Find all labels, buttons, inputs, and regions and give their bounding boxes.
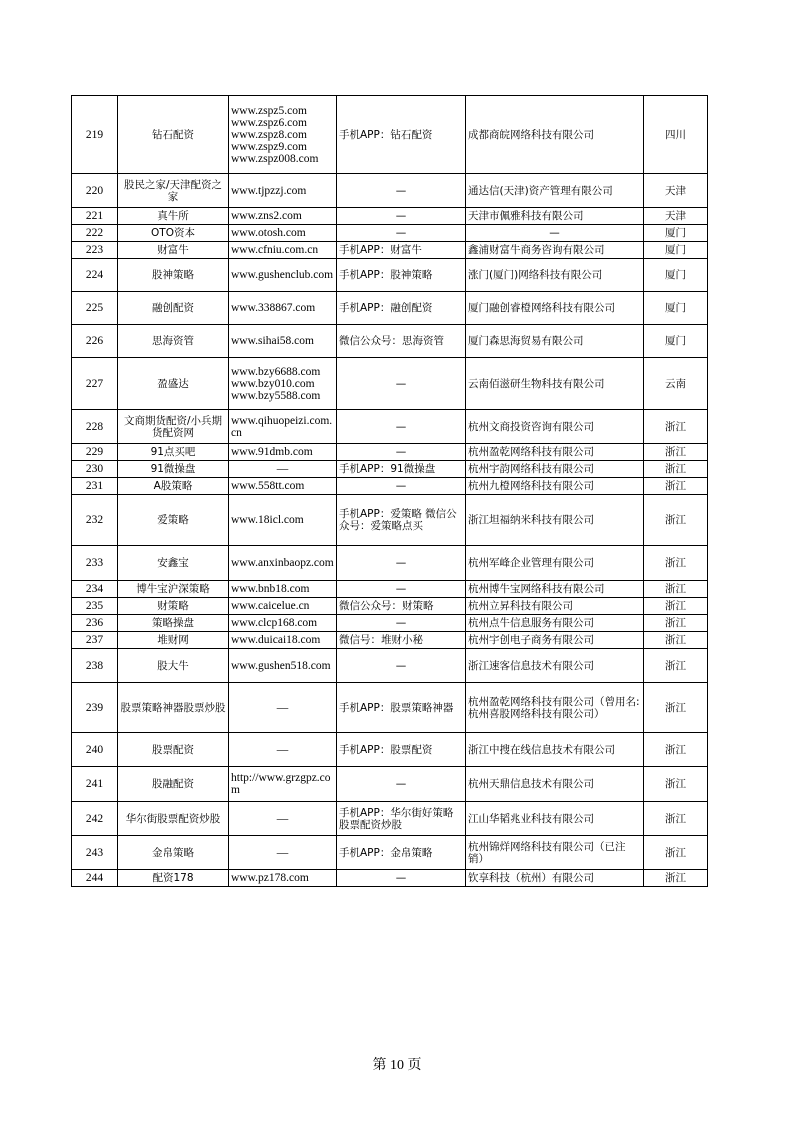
app-channel-cell: 微信号：堆财小秘 <box>337 632 466 649</box>
row-number-cell: 221 <box>72 208 118 225</box>
company-cell: 成都商皖网络科技有限公司 <box>466 96 644 174</box>
app-channel-cell: — <box>337 649 466 683</box>
website-cell <box>229 802 337 836</box>
app-channel-cell: 手机APP：钻石配资 <box>337 96 466 174</box>
website-cell <box>229 683 337 733</box>
province-cell: 浙江 <box>644 444 708 461</box>
platform-name-cell: 91微操盘 <box>118 461 229 478</box>
table-body <box>72 96 708 887</box>
row-number-cell: 242 <box>72 802 118 836</box>
website-url: — <box>276 463 289 475</box>
table-row <box>72 683 708 733</box>
row-number-cell: 244 <box>72 870 118 887</box>
website-url: www.otosh.com <box>231 227 306 239</box>
platform-table <box>71 95 708 887</box>
company-cell: — <box>466 225 644 242</box>
website-url: www.sihai58.com <box>231 335 314 347</box>
platform-name-cell: 策略操盘 <box>118 615 229 632</box>
table-row <box>72 836 708 870</box>
app-channel-cell: 手机APP：财富牛 <box>337 242 466 259</box>
app-channel-cell: — <box>337 174 466 208</box>
website-url: www.zspz6.com <box>231 116 307 129</box>
province-cell: 浙江 <box>644 649 708 683</box>
company-cell: 杭州军峰企业管理有限公司 <box>466 546 644 581</box>
row-number-cell: 227 <box>72 358 118 410</box>
company-cell: 杭州宇创电子商务有限公司 <box>466 632 644 649</box>
app-channel-cell: — <box>337 444 466 461</box>
website-cell <box>229 767 337 802</box>
company-cell: 浙江坦福纳米科技有限公司 <box>466 495 644 546</box>
website-url: — <box>276 846 289 859</box>
app-channel-cell: — <box>337 546 466 581</box>
company-cell: 江山华韬兆业科技有限公司 <box>466 802 644 836</box>
website-url: www.gushenclub.com <box>231 269 334 281</box>
website-url: — <box>276 743 289 756</box>
province-cell: 浙江 <box>644 546 708 581</box>
website-url: www.clcp168.com <box>231 617 318 629</box>
province-cell: 浙江 <box>644 461 708 478</box>
province-cell: 浙江 <box>644 802 708 836</box>
website-cell <box>229 581 337 598</box>
province-cell: 厦门 <box>644 259 708 292</box>
row-number-cell: 243 <box>72 836 118 870</box>
row-number-cell: 240 <box>72 733 118 767</box>
table-row <box>72 461 708 478</box>
company-cell: 杭州点牛信息服务有限公司 <box>466 615 644 632</box>
platform-name-cell: 股票配资 <box>118 733 229 767</box>
row-number-cell: 233 <box>72 546 118 581</box>
platform-name-cell: 财策略 <box>118 598 229 615</box>
province-cell: 云南 <box>644 358 708 410</box>
row-number-cell: 234 <box>72 581 118 598</box>
company-cell: 云南佰滋研生物科技有限公司 <box>466 358 644 410</box>
app-channel-cell: 手机APP：股神策略 <box>337 259 466 292</box>
company-cell: 杭州宇韵网络科技有限公司 <box>466 461 644 478</box>
province-cell: 厦门 <box>644 292 708 325</box>
page-number: 第 10 页 <box>372 1058 422 1073</box>
website-cell <box>229 444 337 461</box>
platform-name-cell: 盈盛达 <box>118 358 229 410</box>
row-number-cell: 237 <box>72 632 118 649</box>
website-cell <box>229 632 337 649</box>
website-url: www.tjpzzj.com <box>231 184 307 197</box>
website-url: www.91dmb.com <box>231 446 313 458</box>
company-cell: 杭州九橙网络科技有限公司 <box>466 478 644 495</box>
company-cell: 涨门(厦门)网络科技有限公司 <box>466 259 644 292</box>
app-channel-cell: 手机APP：华尔街好策略股票配资炒股 <box>337 802 466 836</box>
platform-name-cell: 思海资管 <box>118 325 229 358</box>
province-cell: 浙江 <box>644 615 708 632</box>
app-channel-cell: — <box>337 870 466 887</box>
company-cell: 杭州盈乾网络科技有限公司 <box>466 444 644 461</box>
website-cell <box>229 836 337 870</box>
table-row <box>72 444 708 461</box>
website-cell <box>229 410 337 444</box>
platform-name-cell: 爱策略 <box>118 495 229 546</box>
platform-name-cell: 真牛所 <box>118 208 229 225</box>
website-cell <box>229 358 337 410</box>
website-cell <box>229 546 337 581</box>
company-cell: 厦门融创睿橙网络科技有限公司 <box>466 292 644 325</box>
platform-name-cell: 钻石配资 <box>118 96 229 174</box>
province-cell: 四川 <box>644 96 708 174</box>
app-channel-cell: — <box>337 581 466 598</box>
row-number-cell: 229 <box>72 444 118 461</box>
province-cell: 浙江 <box>644 683 708 733</box>
website-url: www.zspz9.com <box>231 140 307 153</box>
app-channel-cell: 手机APP：爱策略 微信公众号：爱策略点买 <box>337 495 466 546</box>
platform-name-cell: 股大牛 <box>118 649 229 683</box>
table-row <box>72 649 708 683</box>
website-cell <box>229 615 337 632</box>
app-channel-cell: — <box>337 767 466 802</box>
app-channel-cell: — <box>337 410 466 444</box>
website-url: www.zspz8.com <box>231 128 307 141</box>
platform-name-cell: 股融配资 <box>118 767 229 802</box>
company-cell: 杭州盈乾网络科技有限公司（曾用名:杭州喜股网络科技有限公司） <box>466 683 644 733</box>
app-channel-cell: — <box>337 478 466 495</box>
province-cell: 天津 <box>644 174 708 208</box>
table-row <box>72 767 708 802</box>
province-cell: 浙江 <box>644 767 708 802</box>
table-row <box>72 632 708 649</box>
website-url: www.gushen518.com <box>231 659 331 672</box>
company-cell: 通达信(天津)资产管理有限公司 <box>466 174 644 208</box>
row-number-cell: 238 <box>72 649 118 683</box>
row-number-cell: 219 <box>72 96 118 174</box>
website-url: www.caicelue.cn <box>231 600 310 612</box>
website-url: www.zspz008.com <box>231 152 319 165</box>
app-channel-cell: — <box>337 208 466 225</box>
table-row <box>72 292 708 325</box>
website-cell <box>229 242 337 259</box>
platform-name-cell: 财富牛 <box>118 242 229 259</box>
website-cell <box>229 733 337 767</box>
company-cell: 天津市佩雅科技有限公司 <box>466 208 644 225</box>
platform-name-cell: 华尔街股票配资炒股 <box>118 802 229 836</box>
website-url: www.338867.com <box>231 302 316 314</box>
website-url: — <box>276 812 289 825</box>
table-row <box>72 242 708 259</box>
company-cell: 厦门森思海贸易有限公司 <box>466 325 644 358</box>
website-url: www.duicai18.com <box>231 634 321 646</box>
platform-name-cell: A股策略 <box>118 478 229 495</box>
app-channel-cell: — <box>337 358 466 410</box>
website-url: www.pz178.com <box>231 872 309 884</box>
website-cell <box>229 870 337 887</box>
province-cell: 浙江 <box>644 733 708 767</box>
website-url: www.558tt.com <box>231 480 305 492</box>
company-cell: 钦享科技（杭州）有限公司 <box>466 870 644 887</box>
table-row <box>72 615 708 632</box>
website-cell <box>229 478 337 495</box>
row-number-cell: 232 <box>72 495 118 546</box>
row-number-cell: 226 <box>72 325 118 358</box>
website-cell <box>229 495 337 546</box>
app-channel-cell: 手机APP：股票策略神器 <box>337 683 466 733</box>
website-url: www.anxinbaopz.com <box>231 557 334 569</box>
website-cell <box>229 208 337 225</box>
company-cell: 杭州立昇科技有限公司 <box>466 598 644 615</box>
website-url: www.zspz5.com <box>231 104 307 117</box>
website-cell <box>229 96 337 174</box>
row-number-cell: 241 <box>72 767 118 802</box>
app-channel-cell: 微信公众号：财策略 <box>337 598 466 615</box>
app-channel-cell: 手机APP：融创配资 <box>337 292 466 325</box>
row-number-cell: 228 <box>72 410 118 444</box>
app-channel-cell: — <box>337 225 466 242</box>
platform-name-cell: 股民之家/天津配资之家 <box>118 174 229 208</box>
website-cell <box>229 649 337 683</box>
table-row <box>72 802 708 836</box>
table-row <box>72 174 708 208</box>
website-url: http://www.grzgpz.com <box>231 772 331 796</box>
province-cell: 浙江 <box>644 581 708 598</box>
province-cell: 浙江 <box>644 598 708 615</box>
website-url: www.bzy010.com <box>231 377 315 390</box>
website-cell <box>229 292 337 325</box>
platform-name-cell: 股神策略 <box>118 259 229 292</box>
company-cell: 杭州文商投资咨询有限公司 <box>466 410 644 444</box>
company-cell: 鑫浦财富牛商务咨询有限公司 <box>466 242 644 259</box>
website-url: www.qihuopeizi.com.cn <box>231 414 333 439</box>
website-url: www.bzy6688.com <box>231 365 321 378</box>
platform-name-cell: 文商期货配资/小兵期货配资网 <box>118 410 229 444</box>
row-number-cell: 230 <box>72 461 118 478</box>
platform-name-cell: 堆财网 <box>118 632 229 649</box>
website-url: www.cfniu.com.cn <box>231 244 319 256</box>
company-cell: 杭州天鼎信息技术有限公司 <box>466 767 644 802</box>
platform-name-cell: 配资178 <box>118 870 229 887</box>
table-row <box>72 733 708 767</box>
table-row <box>72 410 708 444</box>
app-channel-cell: 手机APP：金帛策略 <box>337 836 466 870</box>
table-row <box>72 325 708 358</box>
table-row <box>72 208 708 225</box>
province-cell: 浙江 <box>644 410 708 444</box>
website-url: www.bzy5588.com <box>231 389 321 402</box>
company-cell: 浙江中搜在线信息技术有限公司 <box>466 733 644 767</box>
platform-name-cell: 金帛策略 <box>118 836 229 870</box>
platform-name-cell: 博牛宝沪深策略 <box>118 581 229 598</box>
platform-name-cell: 91点买吧 <box>118 444 229 461</box>
website-cell <box>229 174 337 208</box>
app-channel-cell: 手机APP：股票配资 <box>337 733 466 767</box>
platform-name-cell: 股票策略神器股票炒股 <box>118 683 229 733</box>
province-cell: 天津 <box>644 208 708 225</box>
province-cell: 浙江 <box>644 870 708 887</box>
row-number-cell: 231 <box>72 478 118 495</box>
table-row <box>72 478 708 495</box>
province-cell: 浙江 <box>644 495 708 546</box>
province-cell: 厦门 <box>644 242 708 259</box>
website-cell <box>229 325 337 358</box>
table-row <box>72 259 708 292</box>
app-channel-cell: 微信公众号：思海资管 <box>337 325 466 358</box>
row-number-cell: 225 <box>72 292 118 325</box>
row-number-cell: 220 <box>72 174 118 208</box>
table-row <box>72 546 708 581</box>
app-channel-cell: — <box>337 615 466 632</box>
table-row <box>72 598 708 615</box>
table-row <box>72 581 708 598</box>
row-number-cell: 224 <box>72 259 118 292</box>
website-cell <box>229 461 337 478</box>
platform-name-cell: 安鑫宝 <box>118 546 229 581</box>
row-number-cell: 222 <box>72 225 118 242</box>
website-url: www.18icl.com <box>231 514 304 526</box>
website-cell <box>229 225 337 242</box>
province-cell: 浙江 <box>644 836 708 870</box>
company-cell: 杭州博牛宝网络科技有限公司 <box>466 581 644 598</box>
website-url: www.bnb18.com <box>231 583 310 595</box>
app-channel-cell: 手机APP：91微操盘 <box>337 461 466 478</box>
company-cell: 杭州锦烊网络科技有限公司（已注销） <box>466 836 644 870</box>
table-row <box>72 870 708 887</box>
province-cell: 厦门 <box>644 325 708 358</box>
province-cell: 浙江 <box>644 632 708 649</box>
website-cell <box>229 259 337 292</box>
table-row <box>72 225 708 242</box>
platform-name-cell: 融创配资 <box>118 292 229 325</box>
row-number-cell: 239 <box>72 683 118 733</box>
row-number-cell: 236 <box>72 615 118 632</box>
website-url: www.zns2.com <box>231 210 302 222</box>
row-number-cell: 223 <box>72 242 118 259</box>
table-row <box>72 358 708 410</box>
table-row <box>72 96 708 174</box>
website-url: — <box>276 701 289 714</box>
company-cell: 浙江速客信息技术有限公司 <box>466 649 644 683</box>
province-cell: 浙江 <box>644 478 708 495</box>
row-number-cell: 235 <box>72 598 118 615</box>
table-row <box>72 495 708 546</box>
platform-name-cell: OTO资本 <box>118 225 229 242</box>
website-cell <box>229 598 337 615</box>
province-cell: 厦门 <box>644 225 708 242</box>
